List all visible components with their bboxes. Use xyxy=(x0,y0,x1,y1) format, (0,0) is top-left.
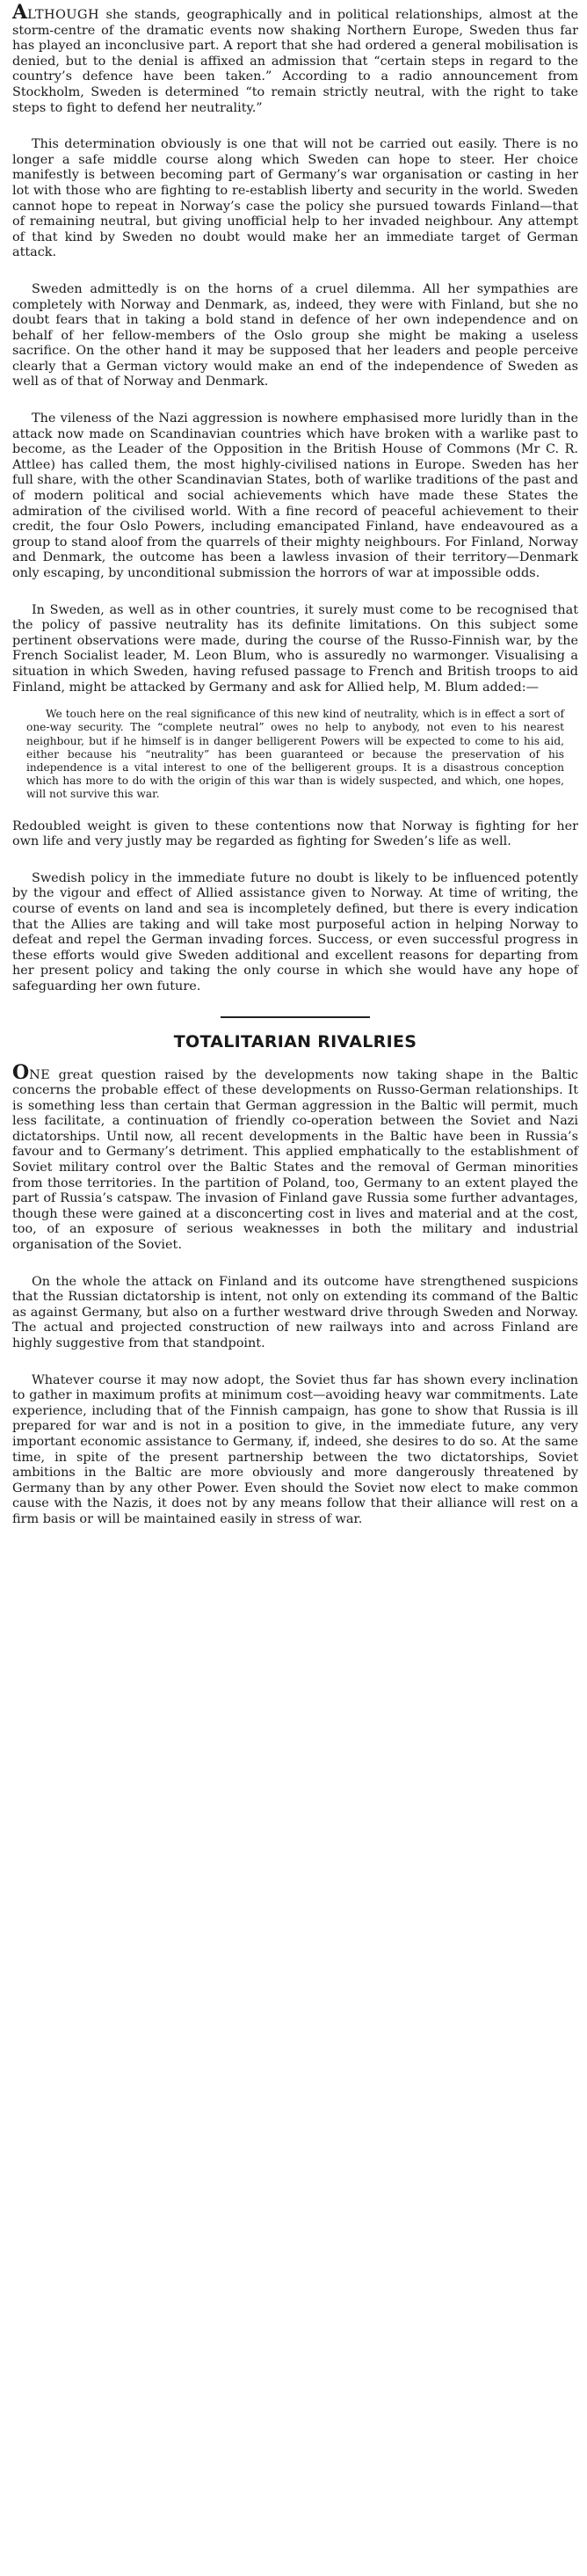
drop-cap: A xyxy=(12,1,28,24)
body-paragraph: Sweden admittedly is on the horns of a cruel dilemma. All her sympathies are completely with Norway and Denmark, as, indeed, they were with Finland, but she no doubt fears that in taking a bold stand in defence of her own independence and on behalf of her fellow-members of the Oslo group she might be making a useless sacrifice. On the other hand it may be supposed that her leaders and people perceive clearly that a German victory would make an end of the independence of Sweden as well as of that of Norway and Denmark. xyxy=(12,281,578,389)
opening-text: she stands, geographically and in political relationships, almost at the storm-centre of the dramatic events now shaking Northern Europe, Sweden thus far has played an inconclusive part. A report that she had ordered a general mobilisation is denied, but to the denial is affixed an admission that “certain steps in regard to the country’s defence have been taken.” According to a radio announcement from Stockholm, Sweden is determined “to remain strictly neutral, with the right to take steps to fight to defend her neutrality.” xyxy=(12,8,578,115)
opening-paragraph xyxy=(12,1,578,116)
body-paragraph: This determination obviously is one that will not be carried out easily. There is no longer a safe middle course along which Sweden can hope to steer. Her choice manifestly is between becoming part of Germany’s war organisation or casting in her lot with those who are fighting to re-establish liberty and security in the world. Sweden cannot hope to repeat in Norway’s case the policy she pursued towards Finland—that of remaining neutral, but giving unofficial help to her invaded neighbour. Any attempt of that kind by Sweden no doubt would make her an immediate target of German attack. xyxy=(12,137,578,260)
body-paragraph: Redoubled weight is given to these contentions now that Norway is fighting for her own life and very justly may be regarded as fighting for Sweden’s life as well. xyxy=(12,819,578,849)
body-paragraph: In Sweden, as well as in other countries, it surely must come to be recognised that the policy of passive neutrality has its definite limitations. On this subject some pertinent observations were made, during the course of the Russo-Finnish war, by the French Socialist leader, M. Leon Blum, who is assuredly no warmonger. Visualising a situation in which Sweden, having refused passage to French and British troops to aid Finland, might be attacked by Germany and ask for Allied help, M. Blum added:— xyxy=(12,602,578,695)
section-heading: TOTALITARIAN RIVALRIES xyxy=(173,1031,417,1052)
block-quote: We touch here on the real significance of this new kind of neutrality, which is in effect a sort of one-way security. The “complete neutral” owes no help to anybody, not even to his nearest neighbour, but if he himself is in danger belligerent Powers will be expected to come to his aid, either because his “neutrality” has been guaranteed or because the preservation of his independence is a vital interest to one of the belligerent groups. It is a disastrous conception which has more to do with the origin of this war than is widely suspected, and which, one hopes, will not survive this war. xyxy=(26,708,564,801)
section-divider xyxy=(221,1016,370,1018)
body-paragraph: On the whole the attack on Finland and its outcome have strengthened suspicions that the Russian dictatorship is intent, not only on extending its command of the Baltic as against Germany, but also on a further westward drive through Sweden and Norway. The actual and projected construction of new railways into and across Finland are highly suggestive from that standpoint. xyxy=(12,1274,578,1351)
body-paragraph: Whatever course it may now adopt, the Soviet thus far has shown every inclination to gather in maximum profits at minimum cost—avoiding heavy war commitments. Late experience, including that of the Finnish campaign, has gone to show that Russia is ill prepared for war and is not in a position to give, in the immediate future, any very important economic assistance to Germany, if, indeed, she desires to do so. At the same time, in spite of the present partnership between the two dictatorships, Soviet ambitions in the Baltic are more obviously and more dangerously threatened by Germany than by any other Power. Even should the Soviet now elect to make common cause with the Nazis, it does not by any means follow that their alliance will rest on a firm basis or will be maintained easily in stress of war. xyxy=(12,1372,578,1526)
drop-cap: O xyxy=(12,1060,30,1084)
body-paragraph: The vileness of the Nazi aggression is nowhere emphasised more luridly than in the attack now made on Scandinavian countries which have broken with a warlike past to become, as the Leader of the Opposition in the British House of Commons (Mr C. R. Attlee) has called them, the most highly-civilised nations in Europe. Sweden has her full share, with the other Scandinavian States, both of warlike traditions of the past and of modern political and social achievements which have made these States the admiration of the civilised world. With a fine record of peaceful achievement to their credit, the four Oslo Powers, including emancipated Finland, have endeavoured as a group to stand aloof from the quarrels of their mighty neighbours. For Finland, Norway and Denmark, the outcome has been a lawless invasion of their territory—Denmark only escaping, by unconditional submission the horrors of war at impossible odds. xyxy=(12,411,578,580)
opening-text: great question raised by the developments now taking shape in the Baltic concerns the probable effect of these developments on Russo-German relationships. It is something less than certain that German aggression in the Baltic will permit, much less facilitate, a continuation of friendly co-operation between the Soviet and Nazi dictatorships. Until now, all recent developments in the Baltic have been in Russia’s favour and to Germany’s detriment. This applied emphatically to the establishment of Soviet military control over the Baltic States and the removal of German minorities from those territories. In the partition of Poland, too, Germany to an extent played the part of Russia’s catspaw. The invasion of Finland gave Russia some further advantages, though these were gained at a disconcerting cost in lives and material and at the cost, too, of an exposure of serious weaknesses in both the military and industrial organisation of the Soviet. xyxy=(12,1067,578,1253)
opening-smallcaps: LTHOUGH xyxy=(27,8,100,22)
section-opening-paragraph xyxy=(12,1060,578,1254)
body-paragraph: Swedish policy in the immediate future no doubt is likely to be influenced potently by the vigour and effect of Allied assistance given to Norway. At time of writing, the course of events on land and sea is incompletely defined, but there is every indication that the Allies are taking and will take most purposeful action in helping Norway to defeat and repel the German invading forces. Success, or even successful progress in these efforts would give Sweden additional and excellent reasons for departing from her present policy and taking the only course in which she would have any hope of safeguarding her own future. xyxy=(12,870,578,993)
opening-smallcaps: NE xyxy=(29,1067,51,1082)
